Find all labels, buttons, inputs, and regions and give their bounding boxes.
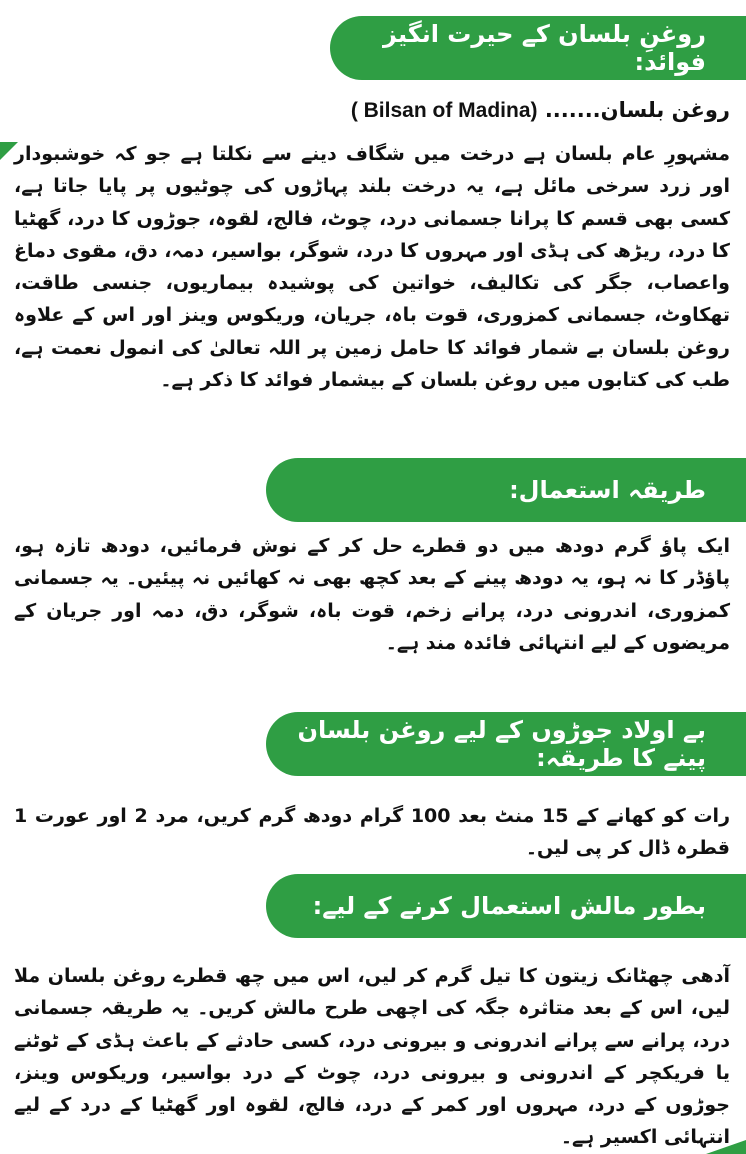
usage-heading: طریقہ استعمال: — [509, 476, 706, 504]
couples-heading: بے اولاد جوڑوں کے لیے روغن بلسان پینے کا طریقہ: — [297, 716, 706, 772]
massage-heading-banner — [266, 874, 746, 938]
benefits-heading-banner — [330, 16, 746, 80]
product-subtitle-english: (Bilsan of Madina ) — [350, 99, 538, 122]
usage-heading-banner — [266, 458, 746, 522]
massage-paragraph: آدھی چھٹانک زیتون کا تیل گرم کر لیں، اس میں چھ قطرے روغن بلسان ملا لیں، اس کے بعد متاثرہ جگہ کی اچھی طرح مالش کریں۔ یہ طریقہ جسمانی درد، پرانے سے پرانے اندرونی و بیرونی درد، کسی حادثے کے باعث ہڈی کے ٹوٹنے یا فریکچر کے اندرونی و بیرونی درد، چوٹ کے درد بواسیر، وریکوس وینز، جوڑوں کے درد، مہروں اور کمر کے درد، فالج، لقوہ اور گھٹیا کے درد کے لیے انتہائی اکسیر ہے۔ — [14, 965, 730, 1149]
usage-paragraph: ایک پاؤ گرم دودھ میں دو قطرے حل کر کے نوش فرمائیں، دودھ تازہ ہو، پاؤڈر کا نہ ہو، یہ دودھ پینے کے بعد کچھ بھی نہ کھائیں نہ پیئیں۔ یہ جسمانی کمزوری، اندرونی درد، پرانے زخم، قوت باہ، شوگر، دق، دمہ اور جریان کے مریضوں کے لیے انتہائی فائدہ مند ہے۔ — [14, 535, 730, 654]
couples-heading-banner — [266, 712, 746, 776]
product-subtitle — [14, 98, 730, 123]
bottom-corner-triangle — [706, 1140, 746, 1154]
benefits-paragraph: مشہورِ عام بلسان ہے درخت میں شگاف دینے سے نکلتا ہے جو کہ خوشبودار اور زرد سرخی مائل ہے، یہ درخت بلند پہاڑوں کی چوٹیوں پر پایا جاتا ہے، کسی بھی قسم کا پرانا جسمانی درد، چوٹ، فالج، لقوہ، جوڑوں کا درد، گھٹیا کا درد، ریڑھ کی ہڈی اور مہروں کا درد، شوگر، بواسیر، دمہ، دق، مقوی دماغ واعصاب، جگر کی تکالیف، خواتین کی پوشیدہ بیماریوں، جنسی طاقت، تھکاوٹ، جسمانی کمزوری، قوت باہ، جریان، وریکوس وینز اور اس کے علاوہ روغن بلسان بے شمار فوائد کا حامل زمین پر اللہ تعالیٰ کی انمول نعمت ہے، طب کی کتابوں میں روغن بلسان کے بیشمار فوائد کا ذکر ہے۔ — [14, 143, 730, 392]
couples-paragraph: رات کو کھانے کے 15 منٹ بعد 100 گرام دودھ گرم کریں، مرد 2 اور عورت 1 قطرہ ڈال کر پی لیں۔ — [14, 805, 731, 860]
benefits-heading: روغنِ بلسان کے حیرت انگیز فوائد: — [383, 20, 706, 76]
product-subtitle-urdu: روغن بلسان....... — [544, 98, 730, 122]
massage-heading: بطور مالش استعمال کرنے کے لیے: — [312, 892, 706, 920]
